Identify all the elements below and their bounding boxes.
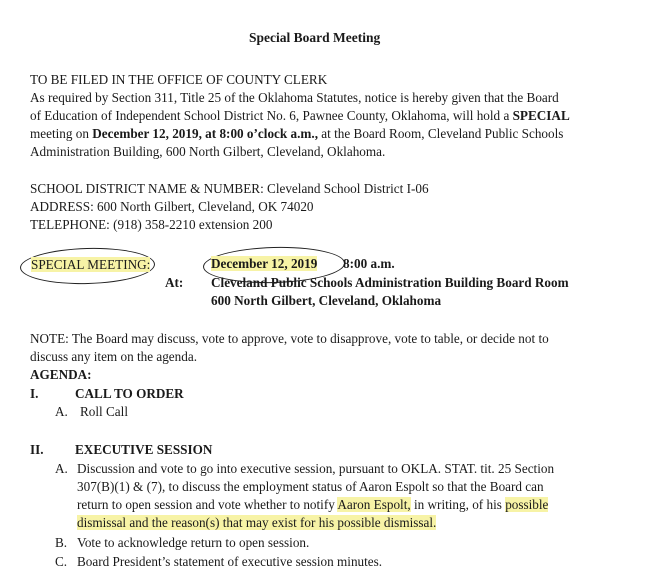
- notice-line-3-tail: at the Board Room, Cleveland Public Schools: [318, 126, 564, 141]
- agenda-item-roll-call: Roll Call: [80, 404, 128, 419]
- special-meeting-time: 8:00 a.m.: [343, 256, 395, 271]
- note-line-2: discuss any item on the agenda.: [30, 349, 198, 364]
- agenda-item-a-line-2: 307(B)(1) & (7), to discuss the employment status of Aaron Espolt so that the Board can: [77, 479, 544, 494]
- highlighted-name: Aaron Espolt,: [337, 497, 411, 512]
- notice-line-2: [30, 108, 570, 124]
- highlighted-possible: possible: [505, 497, 549, 512]
- notice-header: TO BE FILED IN THE OFFICE OF COUNTY CLERK: [30, 72, 328, 87]
- district-address: ADDRESS: 600 North Gilbert, Cleveland, OK 74020: [30, 199, 314, 214]
- notice-line-4: Administration Building, 600 North Gilbert, Cleveland, Oklahoma.: [30, 144, 386, 159]
- notice-line-3-text: meeting on: [30, 126, 93, 141]
- agenda-item-a-line-3: [77, 497, 548, 513]
- special-meeting-date: [211, 256, 317, 272]
- agenda-section-title: EXECUTIVE SESSION: [75, 442, 213, 457]
- notice-line-3: [30, 126, 563, 142]
- agenda-item-a-line-4: [77, 515, 436, 531]
- notice-line-1: As required by Section 311, Title 25 of the Oklahoma Statutes, notice is hereby given that the Board: [30, 90, 559, 105]
- agenda-item-letter: A.: [55, 461, 68, 476]
- notice-line-2-text: of Education of Independent School District No. 6, Pawnee County, Oklahoma, will hold a: [30, 108, 513, 123]
- agenda-item-c: Board President’s statement of executive session minutes.: [77, 554, 383, 569]
- agenda-item-letter: B.: [55, 535, 68, 550]
- notice-date-time: December 12, 2019, at 8:00 o’clock a.m.,: [92, 126, 318, 141]
- notice-special-word: SPECIAL: [512, 108, 570, 123]
- agenda-item-letter: C.: [55, 554, 68, 569]
- page-title: Special Board Meeting: [249, 30, 381, 45]
- agenda-section-number: I.: [30, 386, 39, 401]
- special-meeting-date-text: December 12, 2019: [211, 256, 318, 271]
- special-meeting-label-text: SPECIAL MEETING:: [31, 257, 151, 272]
- agenda-item-a-line-3-text: return to open session and vote whether to notify: [77, 497, 338, 512]
- agenda-item-a-line-3-mid: in writing, of his: [410, 497, 506, 512]
- location-line-1: Cleveland Public Schools Administration Building Board Room: [211, 275, 569, 290]
- special-meeting-label: [31, 257, 150, 273]
- district-telephone: TELEPHONE: (918) 358-2210 extension 200: [30, 217, 273, 232]
- district-name: SCHOOL DISTRICT NAME & NUMBER: Cleveland School District I-06: [30, 181, 429, 196]
- location-at-label: At:: [165, 275, 184, 290]
- agenda-label: AGENDA:: [30, 367, 92, 382]
- note-line-1: NOTE: The Board may discuss, vote to approve, vote to disapprove, vote to table, or decide not to: [30, 331, 549, 346]
- agenda-section-number: II.: [30, 442, 44, 457]
- highlighted-dismissal-text: dismissal and the reason(s) that may exist for his possible dismissal.: [77, 515, 437, 530]
- location-line-2: 600 North Gilbert, Cleveland, Oklahoma: [211, 293, 442, 308]
- agenda-item-letter: A.: [55, 404, 68, 419]
- agenda-section-title: CALL TO ORDER: [75, 386, 184, 401]
- agenda-item-a-line-1: Discussion and vote to go into executive session, pursuant to OKLA. STAT. tit. 25 Section: [77, 461, 555, 476]
- agenda-item-b: Vote to acknowledge return to open session.: [77, 535, 310, 550]
